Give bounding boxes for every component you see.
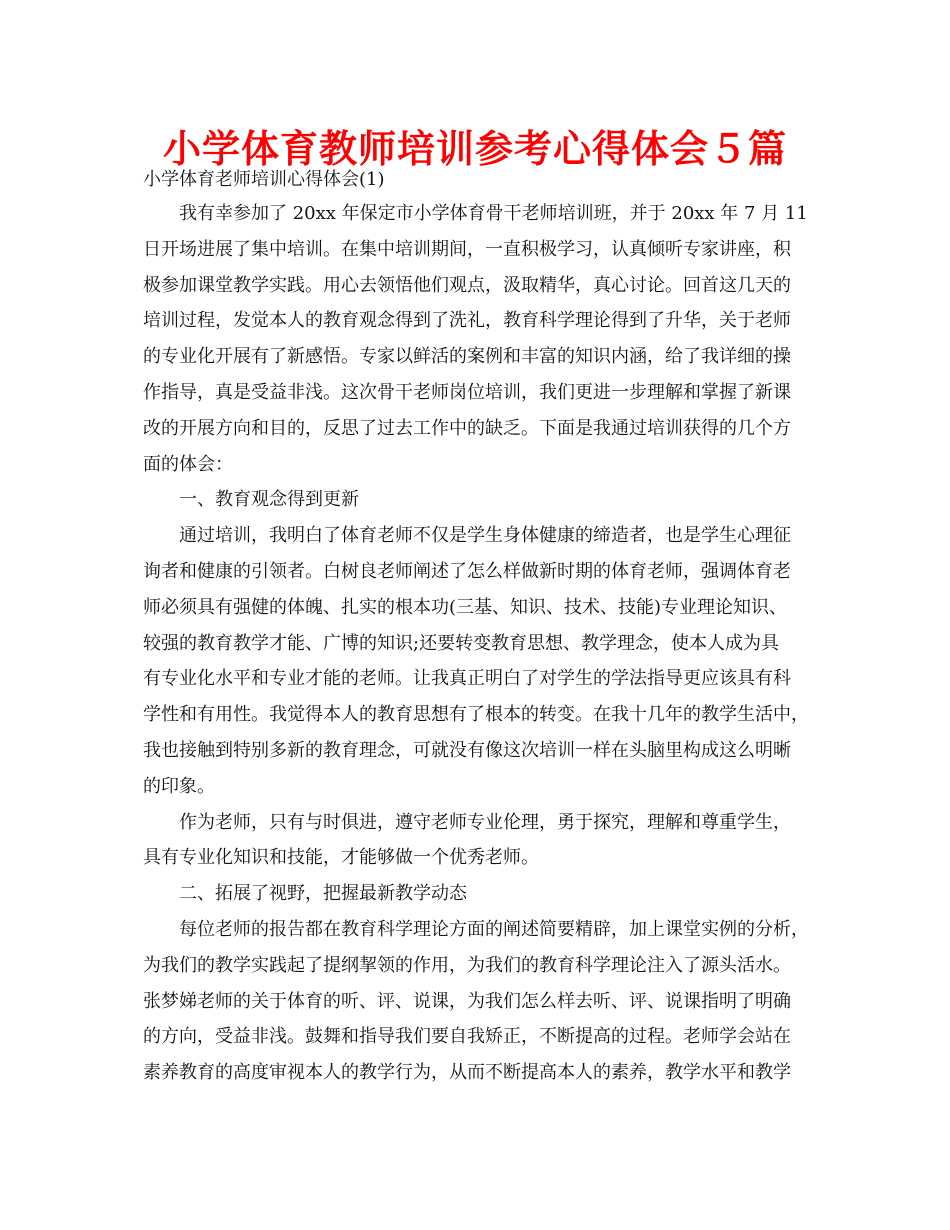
text-line: 通过培训，我明白了体育老师不仅是学生身体健康的缔造者，也是学生心理征 [179,525,791,547]
text-line: 较强的教育教学才能、广博的知识;还要转变教育思想、教学理念，使本人成为具 [143,632,780,654]
text-line: 张梦娣老师的关于体育的听、评、说课，为我们怎么样去听、评、说课指明了明确 [143,990,791,1012]
text-line: 的方向，受益非浅。鼓舞和指导我们要自我矫正，不断提高的过程。老师学会站在 [143,1026,791,1048]
text-line: 我有幸参加了 20xx 年保定市小学体育骨干老师培训班，并于 20xx 年 7 月 11 [179,203,808,224]
document-body [143,164,813,1091]
text-line: 每位老师的报告都在教育科学理论方面的阐述简要精辟，加上课堂实例的分析， [179,918,809,940]
text-line: 为我们的教学实践起了提纲挈领的作用，为我们的教育科学理论注入了源头活水。 [143,954,791,976]
text-line: 二、拓展了视野，把握最新教学动态 [179,883,467,905]
text-line: 询者和健康的引领者。白树良老师阐述了怎么样做新时期的体育老师，强调体育老 [143,560,791,582]
text-line: 有专业化水平和专业才能的老师。让我真正明白了对学生的学法指导更应该具有科 [143,668,791,690]
text-line: 面的体会： [143,453,233,475]
text-line: 素养教育的高度审视本人的教学行为，从而不断提高本人的素养，教学水平和教学 [143,1062,791,1084]
text-line: 作指导，真是受益非浅。这次骨干老师岗位培训，我们更进一步理解和掌握了新课 [143,381,791,403]
text-line: 的专业化开展有了新感悟。专家以鲜活的案例和丰富的知识内涵，给了我详细的操 [143,346,791,368]
text-line: 极参加课堂教学实践。用心去领悟他们观点，汲取精华，真心讨论。回首这几天的 [143,274,791,296]
text-line: 具有专业化知识和技能，才能够做一个优秀老师。 [143,847,539,869]
text-line: 日开场进展了集中培训。在集中培训期间，一直积极学习，认真倾听专家讲座，积 [143,238,791,260]
text-line: 师必须具有强健的体魄、扎实的根本功(三基、知识、技术、技能)专业理论知识、 [143,596,788,618]
text-line: 学性和有用性。我觉得本人的教育思想有了根本的转变。在我十几年的教学生活中， [143,704,809,726]
text-line: 作为老师，只有与时俱进，遵守老师专业伦理，勇于探究，理解和尊重学生， [179,811,791,833]
document-subtitle: 小学体育老师培训心得体会(1) [143,169,385,190]
text-line: 培训过程，发觉本人的教育观念得到了洗礼，教育科学理论得到了升华，关于老师 [143,310,791,332]
document-title: 小学体育教师培训参考心得体会５篇 [162,127,787,171]
text-line: 我也接触到特别多新的教育理念，可就没有像这次培训一样在头脑里构成这么明晰 [143,739,791,761]
text-line: 的印象。 [143,775,215,797]
text-line: 改的开展方向和目的，反思了过去工作中的缺乏。下面是我通过培训获得的几个方 [143,417,791,439]
text-line: 一、教育观念得到更新 [179,489,359,511]
